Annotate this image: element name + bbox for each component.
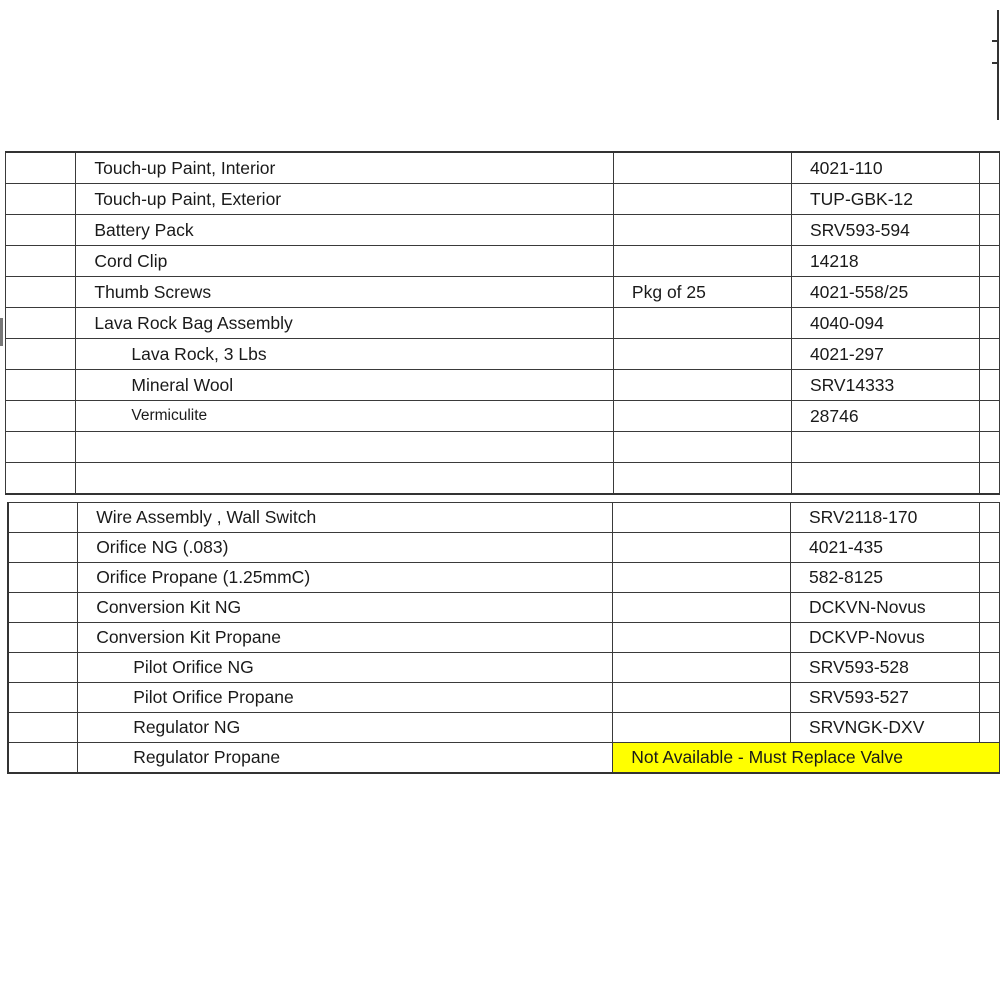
index-cell xyxy=(6,152,76,184)
parts-table-top-body xyxy=(6,152,1000,494)
parts-table-bottom xyxy=(7,502,1000,774)
extra-cell xyxy=(980,184,1000,215)
index-cell xyxy=(6,432,76,463)
description-cell: Cord Clip xyxy=(76,246,614,277)
part-number-cell: TUP-GBK-12 xyxy=(791,184,979,215)
extra-cell xyxy=(980,339,1000,370)
part-number-cell: 4040-094 xyxy=(791,308,979,339)
table-row xyxy=(6,370,1000,401)
description-cell: Battery Pack xyxy=(76,215,614,246)
extra-cell xyxy=(980,653,1000,683)
index-cell xyxy=(8,503,78,533)
part-number-cell: SRV593-527 xyxy=(790,683,979,713)
index-cell xyxy=(8,683,78,713)
part-number-cell: 4021-110 xyxy=(791,152,979,184)
part-number-cell xyxy=(791,432,979,463)
table-row xyxy=(6,308,1000,339)
description-cell: Touch-up Paint, Exterior xyxy=(76,184,614,215)
page-edge-mark xyxy=(992,62,999,64)
table-row xyxy=(8,743,1000,774)
part-number-cell: SRVNGK-DXV xyxy=(790,713,979,743)
note-cell xyxy=(613,215,791,246)
note-cell xyxy=(613,653,791,683)
index-cell xyxy=(6,215,76,246)
table-row xyxy=(8,653,1000,683)
table-row xyxy=(6,277,1000,308)
index-cell xyxy=(6,463,76,495)
description-cell xyxy=(76,432,614,463)
note-cell xyxy=(613,432,791,463)
table-row xyxy=(8,503,1000,533)
extra-cell xyxy=(980,533,1000,563)
index-cell xyxy=(6,308,76,339)
index-cell xyxy=(6,401,76,432)
note-cell xyxy=(613,246,791,277)
note-cell xyxy=(613,503,791,533)
table-row xyxy=(6,152,1000,184)
index-cell xyxy=(8,533,78,563)
description-cell: Orifice NG (.083) xyxy=(78,533,613,563)
extra-cell xyxy=(980,308,1000,339)
description-cell: Conversion Kit NG xyxy=(78,593,613,623)
extra-cell xyxy=(980,463,1000,495)
description-cell xyxy=(76,463,614,495)
table-row xyxy=(6,339,1000,370)
note-cell xyxy=(613,463,791,495)
extra-cell xyxy=(980,563,1000,593)
note-cell xyxy=(613,563,791,593)
description-cell: Orifice Propane (1.25mmC) xyxy=(78,563,613,593)
table-row xyxy=(8,683,1000,713)
table-row xyxy=(8,623,1000,653)
part-number-cell: 14218 xyxy=(791,246,979,277)
description-cell: Lava Rock Bag Assembly xyxy=(76,308,614,339)
description-cell: Pilot Orifice Propane xyxy=(78,683,613,713)
extra-cell xyxy=(980,370,1000,401)
part-number-cell: DCKVN-Novus xyxy=(790,593,979,623)
description-cell: Regulator NG xyxy=(78,713,613,743)
description-cell: Vermiculite xyxy=(76,401,614,432)
description-cell: Touch-up Paint, Interior xyxy=(76,152,614,184)
part-number-cell: 4021-435 xyxy=(790,533,979,563)
page-edge-mark xyxy=(992,40,999,42)
index-cell xyxy=(6,246,76,277)
table-row xyxy=(6,246,1000,277)
availability-note-cell: Not Available - Must Replace Valve xyxy=(613,743,1000,774)
note-cell: Pkg of 25 xyxy=(613,277,791,308)
page-edge-line xyxy=(997,10,999,120)
extra-cell xyxy=(980,593,1000,623)
note-cell xyxy=(613,713,791,743)
index-cell xyxy=(8,743,78,774)
note-cell xyxy=(613,593,791,623)
note-cell xyxy=(613,308,791,339)
description-cell: Thumb Screws xyxy=(76,277,614,308)
part-number-cell: SRV2118-170 xyxy=(790,503,979,533)
parts-table-top xyxy=(5,151,1000,495)
page-edge-mark xyxy=(0,318,3,346)
index-cell xyxy=(8,593,78,623)
part-number-cell: SRV593-594 xyxy=(791,215,979,246)
table-row xyxy=(8,593,1000,623)
parts-table-bottom-body xyxy=(8,503,1000,774)
extra-cell xyxy=(980,246,1000,277)
description-cell: Regulator Propane xyxy=(78,743,613,774)
index-cell xyxy=(8,623,78,653)
part-number-cell xyxy=(791,463,979,495)
description-cell: Pilot Orifice NG xyxy=(78,653,613,683)
table-row xyxy=(8,713,1000,743)
extra-cell xyxy=(980,503,1000,533)
index-cell xyxy=(8,713,78,743)
note-cell xyxy=(613,339,791,370)
description-cell: Wire Assembly , Wall Switch xyxy=(78,503,613,533)
table-row xyxy=(8,533,1000,563)
extra-cell xyxy=(980,401,1000,432)
note-cell xyxy=(613,533,791,563)
description-cell: Mineral Wool xyxy=(76,370,614,401)
table-row xyxy=(6,184,1000,215)
index-cell xyxy=(8,563,78,593)
extra-cell xyxy=(980,623,1000,653)
extra-cell xyxy=(980,713,1000,743)
index-cell xyxy=(6,277,76,308)
extra-cell xyxy=(980,683,1000,713)
index-cell xyxy=(6,370,76,401)
description-cell: Conversion Kit Propane xyxy=(78,623,613,653)
note-cell xyxy=(613,370,791,401)
part-number-cell: 28746 xyxy=(791,401,979,432)
extra-cell xyxy=(980,432,1000,463)
table-row xyxy=(8,563,1000,593)
table-row xyxy=(6,432,1000,463)
table-row xyxy=(6,215,1000,246)
index-cell xyxy=(8,653,78,683)
extra-cell xyxy=(980,277,1000,308)
part-number-cell: DCKVP-Novus xyxy=(790,623,979,653)
table-row xyxy=(6,463,1000,495)
part-number-cell: 4021-297 xyxy=(791,339,979,370)
table-row xyxy=(6,401,1000,432)
note-cell xyxy=(613,152,791,184)
part-number-cell: 4021-558/25 xyxy=(791,277,979,308)
part-number-cell: 582-8125 xyxy=(790,563,979,593)
index-cell xyxy=(6,339,76,370)
part-number-cell: SRV593-528 xyxy=(790,653,979,683)
description-cell: Lava Rock, 3 Lbs xyxy=(76,339,614,370)
extra-cell xyxy=(980,152,1000,184)
note-cell xyxy=(613,683,791,713)
note-cell xyxy=(613,401,791,432)
index-cell xyxy=(6,184,76,215)
note-cell xyxy=(613,623,791,653)
extra-cell xyxy=(980,215,1000,246)
note-cell xyxy=(613,184,791,215)
part-number-cell: SRV14333 xyxy=(791,370,979,401)
